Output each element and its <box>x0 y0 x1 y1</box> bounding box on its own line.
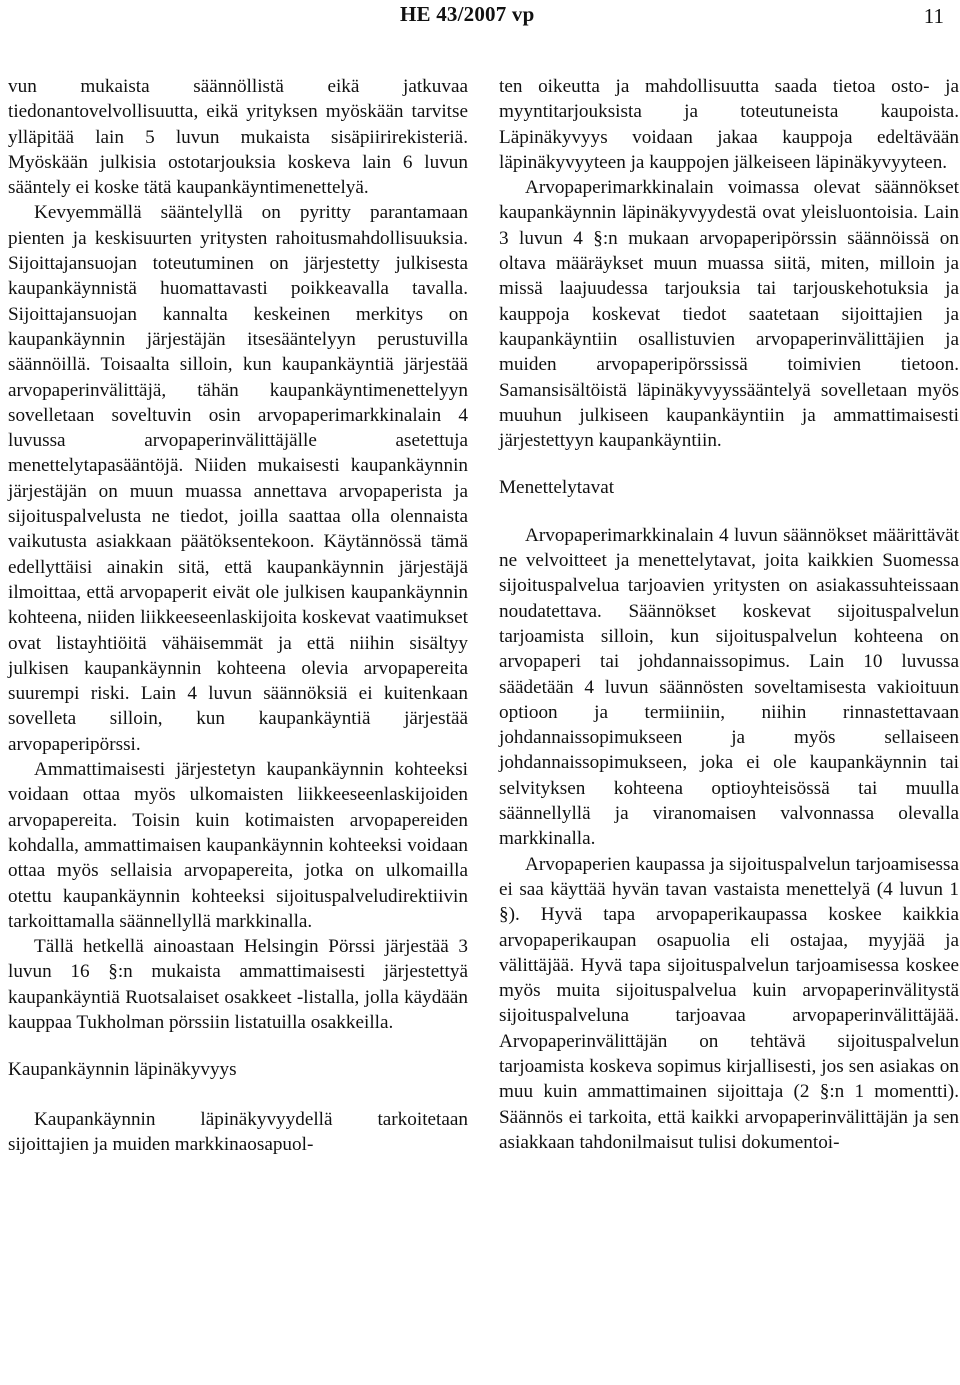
left-paragraph-3: Ammattimaisesti järjestetyn kaupankäynnin kohteeksi voidaan ottaa myös ulkomaisten liikkeeseenlaskijoiden arvopapereita. Toisin kuin kotimaisten arvopapereiden kohdalla, ammattimaisen kaupankäynnin kohteeksi voidaan ottaa myös sellaisia arvopapereita, jotka on ulkomailla otettu kaupankäynnin kohteeksi sijoituspalveludirektiivin tarkoittamalla säännellyllä markkinalla. <box>8 759 468 932</box>
page-number: 11 <box>923 4 944 28</box>
left-paragraph-2: Kevyemmällä sääntelyllä on pyritty parantamaan pienten ja keskisuurten yritysten rahoitusmahdollisuuksia. Sijoittajansuojan toteutuminen on järjestetty julkisesta kaupankäynnistä huomattavasti poikkeavalla tavalla. Sijoittajansuojan kannalta keskeinen merkitys on kaupankäynnin järjestäjän itsesääntelyyn perustuvilla säännöillä. Toisaalta silloin, kun kaupankäyntiä järjestää arvopaperinvälittäjä, tähän kaupankäyntimenettelyyn sovelletaan soveltuvin osin arvopaperimarkkinalain 4 luvussa arvopaperinvälittäjälle asetettuja menettelytapasääntöjä. Niiden mukaisesti kaupankäynnin järjestäjän on muun muassa annettava arvopaperista ja sijoituspalvelusta ne tiedot, joilla saattaa olla olennaista vaikutusta asiakkaan päätöksentekoon. Käytännössä tämä edellyttäisi ainakin sitä, että kaupankäynnin järjestäjä ilmoittaa, että arvopaperit eivät ole julkisen kaupankäynnin kohteena, niiden liikkeeseenlaskijoita koskevat vaatimukset ovat listayhtiöitä vähäisemmät ja että niihin sisältyy julkisen kaupankäynnin kohteena olevia arvopapereita suurempi riski. Lain 4 luvun säännöksiä ei kuitenkaan sovelleta silloin, kun kaupankäyntiä järjestää arvopaperipörssi. <box>8 202 468 755</box>
page-header <box>0 0 960 40</box>
left-paragraph-4: Tällä hetkellä ainoastaan Helsingin Pörssi järjestää 3 luvun 16 §:n mukaista ammattimaisesti järjestettyä kaupankäyntiä Ruotsalaiset osakkeet -listalla, jolla käydään kauppaa Tukholman pörssiin listatuilla osakkeilla. <box>8 936 468 1033</box>
right-column <box>499 74 959 1155</box>
left-paragraph-1: vun mukaista säännöllistä eikä jatkuvaa tiedonantovelvollisuutta, eikä yrityksen myöskään tarvitse ylläpitää lain 5 luvun mukaista sisäpiirirekisteriä. Myöskään julkisia ostotarjouksia koskeva lain 6 luvun sääntely ei koske tätä kaupankäyntimenettelyä. <box>8 76 468 199</box>
document-id: HE 43/2007 vp <box>400 2 535 26</box>
section-heading-menettelytavat: Menettelytavat <box>499 477 615 499</box>
right-paragraph-3: Arvopaperimarkkinalain 4 luvun säännökset määrittävät ne velvoitteet ja menettelytavat, joita kaikkien Suomessa sijoituspalvelua tarjoavien yritysten on asiakassuhteissaan noudatettava. Säännökset koskevat sijoituspalvelun tarjoamista silloin, kun sijoituspalvelun kohteena on arvopaperi tai johdannaissopimus. Lain 10 luvussa säädetään 4 luvun säännösten soveltamisesta vakioituun optioon ja termiiniin, niihin rinnastettavaan johdannaissopimukseen ja myös sellaiseen johdannaissopimukseen, joka ei ole kaupankäynnin tai selvityksen kohteena optioyhteisössä tai muulla säännellyllä ja viranomaisen valvonnassa olevalla markkinalla. <box>499 524 959 850</box>
section-heading-lapinakyvyys: Kaupankäynnin läpinäkyvyys <box>8 1059 237 1081</box>
right-paragraph-1: ten oikeutta ja mahdollisuutta saada tietoa osto- ja myyntitarjouksista ja toteutuneista kaupoista. Läpinäkyvyys voidaan jakaa kauppoja edeltävään läpinäkyvyyteen ja kauppojen jälkeiseen läpinäkyvyyteen. <box>499 76 959 173</box>
left-column <box>8 74 468 1157</box>
left-paragraph-5: Kaupankäynnin läpinäkyvyydellä tarkoitetaan sijoittajien ja muiden markkinaosapuol- <box>8 1108 468 1155</box>
right-paragraph-2: Arvopaperimarkkinalain voimassa olevat säännökset kaupankäynnin läpinäkyvyydestä ovat yleisluontoisia. Lain 3 luvun 4 §:n mukaan arvopaperipörssin säännöissä on oltava määräykset muun muassa siitä, miten, milloin ja missä laajuudessa tarjouksia tai tarjouskehotuksia ja kauppoja koskevat tiedot saatetaan sijoittajien ja kaupankäyntiin osallistuvien arvopaperinvälittäjien ja muiden arvopaperipörssissä toimivien tietoon. Samansisältöistä läpinäkyvyyssääntelyä sovelletaan myös muuhun julkiseen kaupankäyntiin ja ammattimaisesti järjestettyyn kaupankäyntiin. <box>499 177 959 452</box>
right-paragraph-4: Arvopaperien kaupassa ja sijoituspalvelun tarjoamisessa ei saa käyttää hyvän tavan vastaista menettelyä (4 luvun 1 §). Hyvä tapa arvopaperikaupassa koskee kaikkia arvopaperikaupan osapuolia eli ostajaa, myyjää ja välittäjää. Hyvä tapa sijoituspalvelun tarjoamisessa koskee myös muita sijoituspalvelua kuin arvopaperinvälitystä sijoituspalveluna tarjoavaa arvopaperinvälittäjää. Arvopaperinvälittäjän on tehtävä sijoituspalvelun tarjoamista koskeva sopimus kirjallisesti, jos sen asiakas on muu kuin ammattimainen sijoittaja (2 §:n 1 momentti). Säännös ei tarkoita, että kaikki arvopaperinvälittäjän ja sen asiakkaan tahdonilmaisut tulisi dokumentoi- <box>499 853 959 1153</box>
